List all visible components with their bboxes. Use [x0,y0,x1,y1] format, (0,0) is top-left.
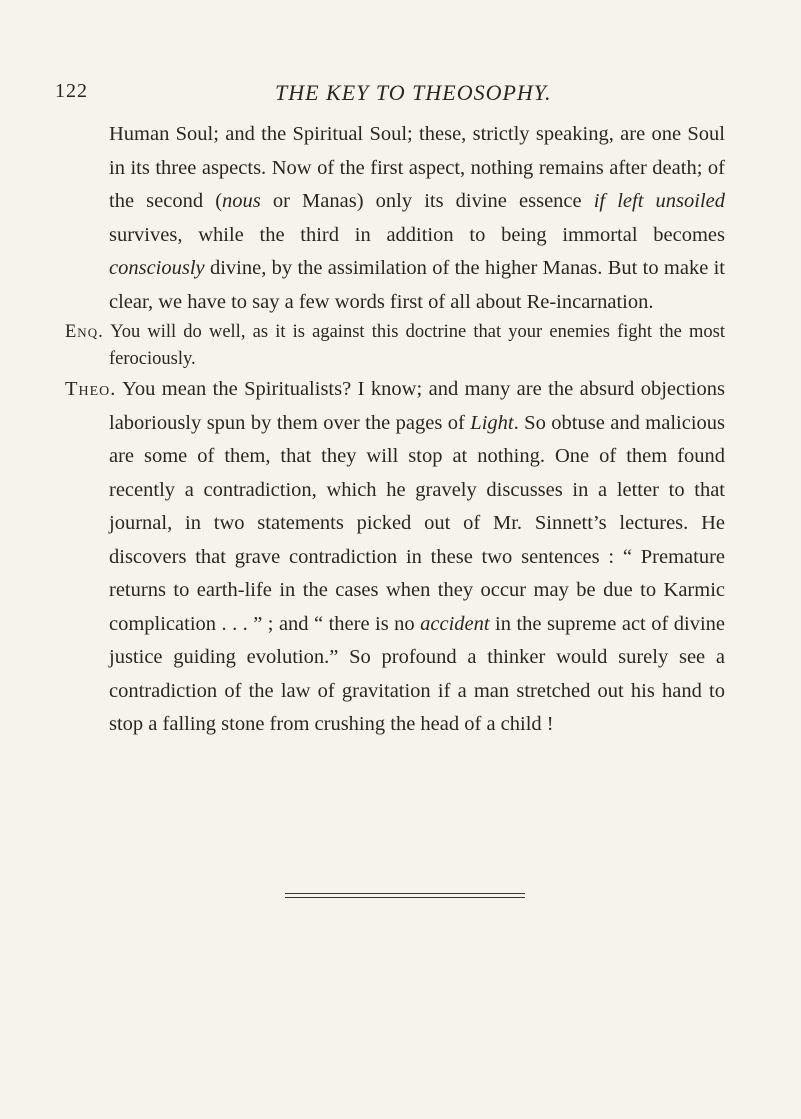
text-run: . So obtuse and malicious are some of them, that they will stop at nothing. One of them found recently a contradiction, which he gravely discusses in a letter to that journal, in two statements picked out of Mr. Sinnett’s lectures. He discovers that grave contradiction in these two sentences : “ Premature returns to earth-life in the cases when they occur may be due to Karmic complication . . . ” ; and “ there is no [109,411,726,635]
italic-light: Light [470,411,514,434]
page-number: 122 [55,80,88,102]
italic-consciously: consciously [109,257,205,279]
running-title: THE KEY TO THEOSOPHY. [275,80,552,105]
speaker-theo: Theo. [65,378,117,400]
speaker-enq: Enq. [65,322,104,342]
section-end-rule [285,893,525,901]
text-run: You mean the Spiritualists? I know; and many are the absurd objections laboriously spun by them over the pages of [109,378,725,434]
theosophist-paragraph [65,373,725,742]
enquirer-paragraph [65,319,725,373]
page-body [65,118,725,742]
text-run: in the supreme act of divine justice guiding evolution.” So profound a thinker would surely see a contradiction of the law of gravitation if a man stretched out his hand to stop a falling stone from crushing the head of a child ! [109,612,725,735]
italic-nous: nous [222,190,261,212]
enquirer-text: You will do well, as it is against this doctrine that your enemies fight the most ferociously. [109,322,725,369]
divider-rule [285,893,525,894]
text-run: divine, by the assimilation of the higher Manas. But to make it clear, we have to say a few words first of all about Re-incarnation. [109,257,725,313]
italic-if-left-unsoiled: if left unsoiled [593,190,725,212]
text-run: Human Soul; and the Spiritual Soul; these, strictly speaking, are one Soul in its three aspects. Now of the first aspect, nothing remains after death; of the second ( [109,123,725,212]
text-run: survives, while the third in addition to being immortal becomes [109,223,725,246]
italic-accident: accident [420,612,490,635]
page-header [55,80,735,110]
divider-rule [285,897,525,898]
paragraph-soul-aspects [65,118,725,319]
text-run: or Manas) only its divine essence [260,190,594,212]
